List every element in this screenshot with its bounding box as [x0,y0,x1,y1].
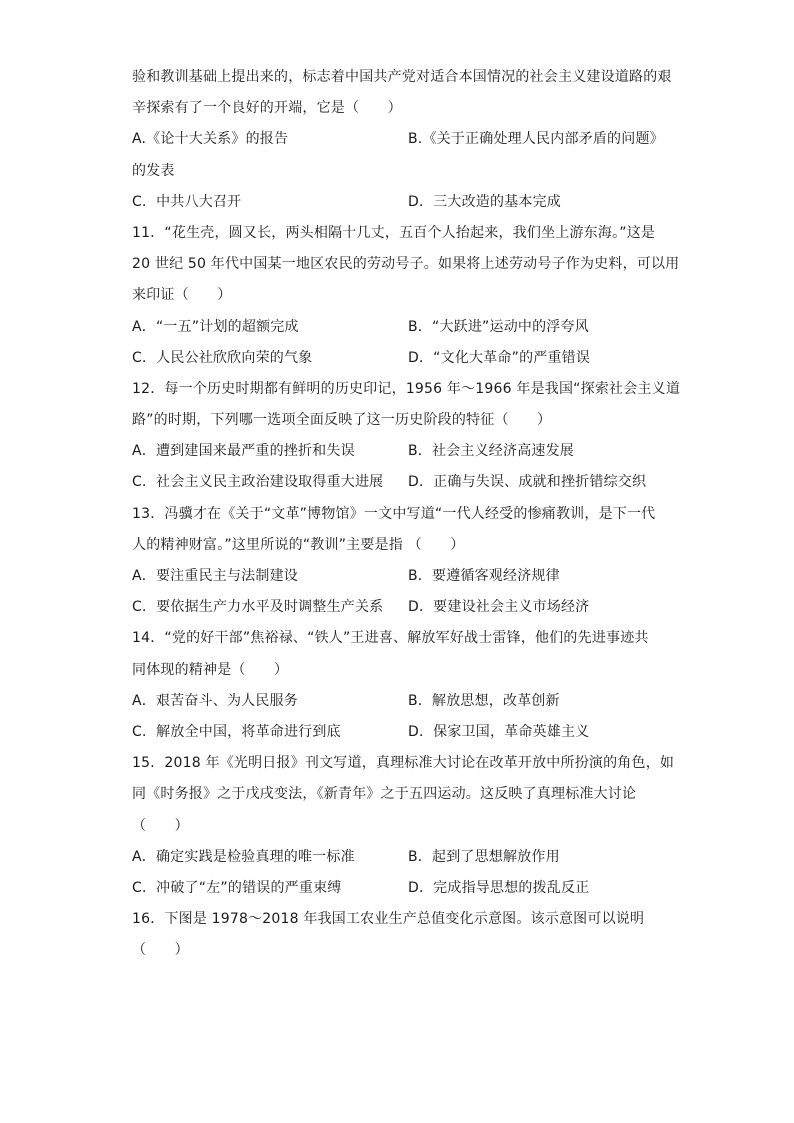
option-row [132,842,672,873]
option-b: B．起到了思想解放作用 [408,848,560,865]
question-stem: 13．冯骥才在《关于“文革”博物馆》一文中写道“一代人经受的惨痛教训，是下一代 [132,505,656,522]
option-row [132,124,672,155]
question-13 [132,499,672,624]
option-c: C．要依据生产力水平及时调整生产关系 [132,599,384,616]
question-stem: （ ） [132,817,189,834]
question-stem: （ ） [132,942,189,959]
option-c: C．冲破了“左”的错误的严重束缚 [132,879,342,896]
option-row [132,187,672,218]
option-a: A.《论十大关系》的报告 [132,131,289,148]
option-b: B．解放思想，改革创新 [408,692,560,709]
option-row [132,312,672,343]
question-11 [132,218,680,374]
question-10 [132,62,672,218]
option-d: D．“文化大革命”的严重错误 [408,349,591,366]
option-d: D．要建设社会主义市场经济 [408,599,590,616]
option-row [132,592,672,623]
question-stem: 来印证（ ） [132,287,232,304]
option-a: A．确定实践是检验真理的唯一标准 [132,848,355,865]
option-c: C．社会主义民主政治建设取得重大进展 [132,474,384,491]
question-stem: 16．下图是 1978～2018 年我国工农业生产总值变化示意图。该示意图可以说明 [132,911,645,928]
question-stem: 同《时务报》之于戊戌变法，《新青年》之于五四运动。这反映了真理标准大讨论 [132,786,637,803]
option-a: A．艰苦奋斗、为人民服务 [132,692,298,709]
option-d: D．正确与失误、成就和挫折错综交织 [408,474,647,491]
exam-page [132,62,681,966]
option-a: A．要注重民主与法制建设 [132,568,298,584]
question-stem: 14．“党的好干部”焦裕禄、“铁人”王进喜、解放军好战士雷锋，他们的先进事迹共 [132,630,649,647]
question-stem: 人的精神财富。”这里所说的“教训”主要是指 （ ） [132,536,465,553]
option-b: B．“大跃进”运动中的浮夸风 [408,318,589,335]
option-a: A．遭到建国来最严重的挫折和失误 [132,443,355,460]
question-stem: 12．每一个历史时期都有鲜明的历史印记，1956 年～1966 年是我国“探索社会主义道 [132,380,681,397]
option-b: B．社会主义经济高速发展 [408,443,575,460]
option-row [132,717,672,748]
question-15 [132,748,675,904]
question-stem: 路”的时期，下列哪一选项全面反映了这一历史阶段的特征（ ） [132,412,552,429]
option-a: A．“一五”计划的超额完成 [132,318,299,335]
question-stem: 辛探索有了一个良好的开端，它是（ ） [132,100,402,117]
option-row [132,686,672,717]
question-stem: 20 世纪 50 年代中国某一地区农民的劳动号子。如果将上述劳动号子作为史料，可以用 [132,256,680,273]
option-row [132,467,672,498]
option-d: D．完成指导思想的拨乱反正 [408,879,590,896]
option-row [132,561,672,592]
option-c: C．人民公社欣欣向荣的气象 [132,349,313,366]
option-b-continued: 的发表 [132,162,175,179]
option-row [132,873,672,904]
question-stem: 11．“花生壳，圆又长，两头相隔十几丈，五百个人抬起来，我们坐上游东海。”这是 [132,224,656,241]
question-12 [132,374,681,499]
option-d: D．三大改造的基本完成 [408,193,561,210]
question-16 [132,904,672,966]
option-c: C．中共八大召开 [132,193,242,210]
question-14 [132,623,672,748]
question-stem: 同体现的精神是（ ） [132,661,289,678]
option-d: D．保家卫国，革命英雄主义 [408,723,590,740]
option-c: C．解放全中国，将革命进行到底 [132,723,341,740]
option-b: B．要遵循客观经济规律 [408,568,560,584]
option-row [132,436,672,467]
question-stem: 验和教训基础上提出来的，标志着中国共产党对适合本国情况的社会主义建设道路的艰 [132,69,672,85]
question-stem: 15．2018 年《光明日报》刊文写道，真理标准大讨论在改革开放中所扮演的角色，如 [132,755,675,772]
option-row [132,343,672,374]
option-b: B.《关于正确处理人民内部矛盾的问题》 [408,131,664,148]
